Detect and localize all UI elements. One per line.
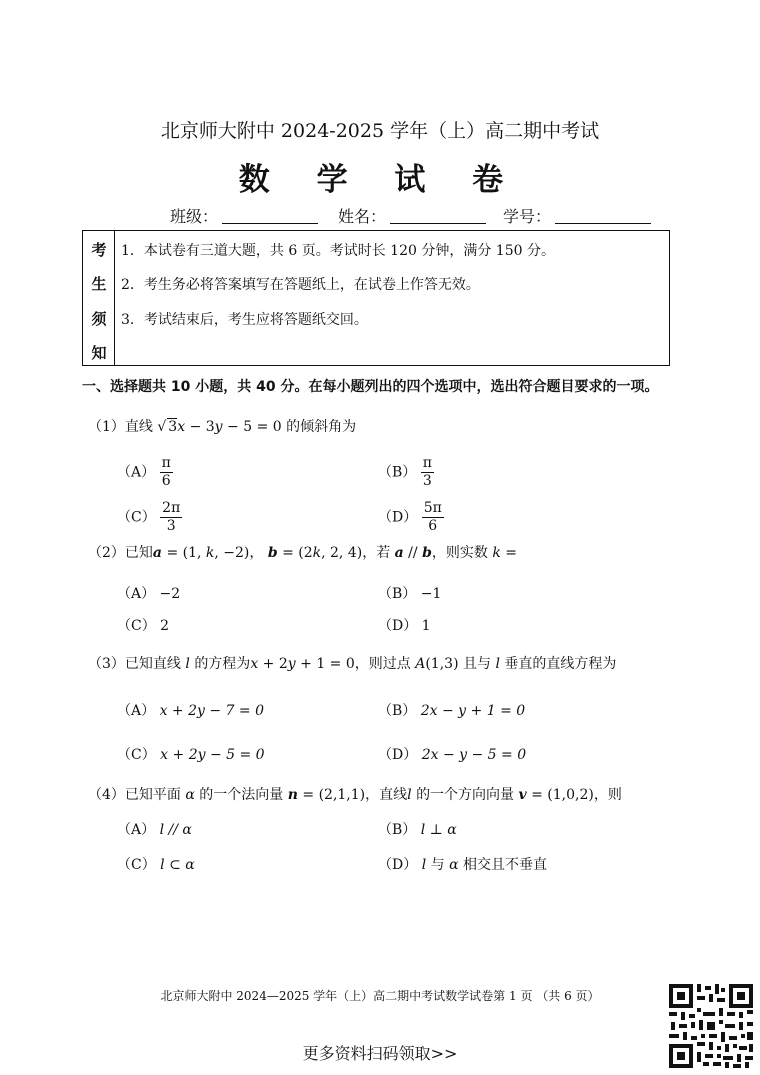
notice-line: 2．考生务必将答案填写在答题纸上，在试卷上作答无效。 [121,277,480,293]
q3-text: 且与 [463,656,491,672]
option-label: （B） [378,822,417,838]
exam-notice-box [82,230,670,366]
q4-option-b[interactable] [378,819,457,839]
q2-option-d[interactable]: （D） 1 [378,618,431,634]
q4-vector-v: v = (1,0,2) [518,787,594,803]
option-relation: l ⊂ α [160,857,195,873]
option-label: （B） [378,464,417,481]
option-equation: 2x − y − 5 = 0 [421,747,527,763]
exam-title: 北京师大附中 2024-2025 学年（上）高二期中考试 [160,120,600,142]
class-field [170,204,318,227]
option-text: 与 [430,857,445,873]
q3-line-l: l [495,656,500,672]
qr-code-icon[interactable] [667,982,755,1070]
q4-option-d[interactable] [378,854,547,874]
q2-k: k [492,545,501,561]
q3-option-c[interactable] [117,744,265,764]
class-blank [222,209,318,224]
q4-text: （4）已知平面 [88,787,181,803]
fraction [421,455,434,490]
question-1 [88,416,356,436]
q4-text: 的一个法向量 [199,787,284,803]
fraction [422,500,444,535]
option-label: （A） [117,822,156,838]
option-equation: x + 2y − 7 = 0 [159,703,264,719]
q2-option-a[interactable]: （A） −2 [117,586,181,602]
option-label: （A） [117,464,156,481]
notice-side-char: 考 [91,241,107,259]
q1-option-c[interactable] [117,500,182,535]
page-footer: 北京师大附中 2024—2025 学年（上）高二期中考试数学试卷第 1 页 （共 6 页） [160,989,600,1003]
option-relation: l ⊥ α [420,822,457,838]
q4-text: 的一个方向向量 [416,787,515,803]
option-relation: l // α [159,822,192,838]
q1-prefix: （1）直线 [88,419,153,435]
option-label: （D） [378,747,418,763]
option-label: （D） [378,857,418,873]
q2-suffix: ，则实数 [431,545,488,561]
fraction [160,500,182,535]
q1-option-a[interactable] [117,455,173,490]
q4-line-l: l [407,787,412,803]
q3-point: A(1,3) [415,656,459,672]
option-l: l [421,857,427,873]
option-label: （D） [378,509,418,526]
name-blank [390,209,486,224]
q2-option-b[interactable]: （B） −1 [378,586,442,602]
q3-text: 的方程为 [194,656,251,672]
numerator: π [161,455,171,471]
id-label: 学号： [503,207,552,226]
denominator: 6 [161,473,171,489]
question-2: （2）已知a = (1, k, −2)， b = (2k, 2, 4)，若 a // b，则实数 k = [88,545,517,561]
option-equation: 2x − y + 1 = 0 [420,703,526,719]
numerator: π [422,455,432,471]
numerator: 2π [162,500,181,516]
q2-prefix: （2）已知 [88,545,153,561]
option-alpha: α [449,857,459,873]
q2-vector-b: b = (2k, 2, 4) [267,545,363,561]
q1-option-d[interactable] [378,500,444,535]
q1-suffix: 的倾斜角为 [286,419,357,435]
q3-option-d[interactable] [378,744,526,764]
option-equation: x + 2y − 5 = 0 [160,747,265,763]
q3-line-l: l [185,656,190,672]
q3-option-a[interactable] [117,700,264,720]
notice-line: 1．本试卷有三道大题，共 6 页。考试时长 120 分钟，满分 150 分。 [121,243,555,259]
q3-equation: x + 2y + 1 = 0 [250,656,355,672]
option-label: （C） [117,747,156,763]
class-label: 班级： [170,207,219,226]
option-text: 相交且不垂直 [463,857,547,873]
q3-text: （3）已知直线 [88,656,181,672]
notice-side-label [83,231,115,365]
q1-option-b[interactable] [378,455,434,490]
q2-vector-a: a = (1, k, −2) [152,545,250,561]
q4-option-a[interactable] [117,819,192,839]
denominator: 6 [428,518,438,534]
q2-option-c[interactable]: （C） 2 [117,618,170,634]
option-label: （C） [117,857,156,873]
notice-side-char: 须 [91,310,107,328]
fraction [160,455,173,490]
q3-option-b[interactable] [378,700,525,720]
name-field [338,204,486,227]
q4-text: ，直线 [365,787,408,803]
q3-text: ，则过点 [354,656,411,672]
denominator: 3 [166,518,176,534]
option-label: （A） [117,703,156,719]
q4-vector-n: n = (2,1,1) [287,787,366,803]
q2-cond: ，若 [362,545,391,561]
notice-side-char: 生 [91,275,107,293]
denominator: 3 [422,473,432,489]
option-label: （C） [117,509,156,526]
q3-text: 垂直的直线方程为 [504,656,617,672]
notice-side-char: 知 [91,344,107,362]
id-blank [555,209,651,224]
q1-equation: √ 3x − 3y − 5 = 0 [152,419,287,435]
question-3 [88,653,616,673]
notice-line: 3．考试结束后，考生应将答题纸交回。 [121,312,368,328]
more-resources-link[interactable]: 更多资料扫码领取>> [302,1044,458,1063]
option-label: （B） [378,703,417,719]
exam-subtitle: 数 学 试 卷 [238,162,522,198]
q4-text: ，则 [593,787,622,803]
q2-parallel: a // b [394,545,432,561]
q4-alpha: α [185,787,195,803]
q2-sep: ， [249,545,264,561]
q4-option-c[interactable] [117,854,195,874]
question-4 [88,784,622,804]
section-heading: 一、选择题共 10 小题，共 40 分。在每小题列出的四个选项中，选出符合题目要求的一项。 [82,379,659,395]
numerator: 5π [423,500,442,516]
id-field [503,204,651,227]
name-label: 姓名： [338,207,387,226]
